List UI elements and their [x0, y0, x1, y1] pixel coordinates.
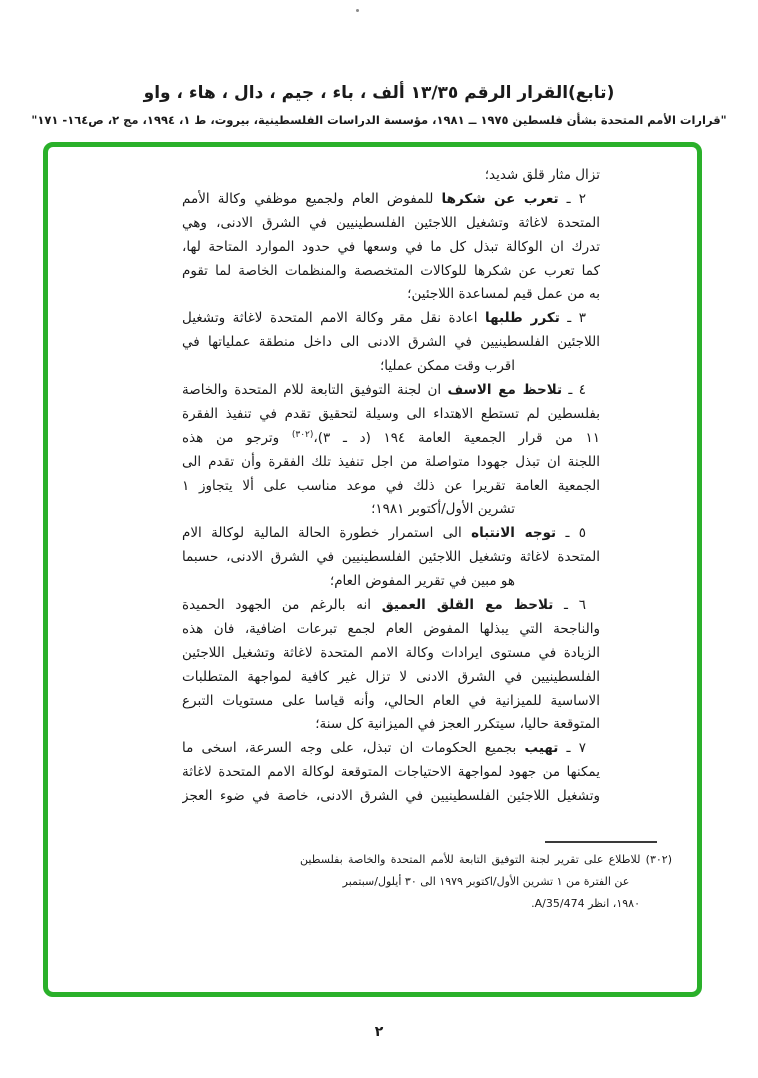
text-run: بجميع الحكومات ان تبذل، على وجه السرعة، اسخى ما	[182, 740, 525, 757]
body-line	[182, 164, 600, 188]
body-line	[182, 260, 600, 284]
text-run: كما تعرب عن شكرها للوكالات المتخصصة والمنظمات الخاصة لما تقوم	[182, 262, 600, 279]
source-citation: "قرارات الأمم المتحدة بشأن فلسطين ١٩٧٥ ــ ١٩٨١، مؤسسة الدراسات الفلسطينية، بيروت، ط ١، ١٩٩٤، مج ٢، ص١٦٤- ١٧١"	[31, 113, 727, 127]
body-line	[182, 236, 600, 260]
text-run: انه بالرغم من الجهود الحميدة	[182, 597, 382, 614]
body-line	[182, 618, 600, 642]
body-line	[182, 522, 600, 546]
text-run: الفلسطينيين في الشرق الادنى لا تزال غير كافية لمواجهة المتطلبات	[182, 668, 600, 685]
body-line	[182, 594, 600, 618]
text-run: ١١ من قرار الجمعية العامة ١٩٤ (د ـ ٣)،	[313, 429, 600, 446]
body-line	[182, 475, 600, 499]
text-run: اللاجئين الفلسطينيين في الشرق الادنى الى داخل منطقة عملياتها في	[182, 334, 600, 351]
body-line	[182, 427, 600, 451]
body-line	[182, 379, 600, 403]
body-line	[182, 546, 600, 570]
bold-phrase: توجه الانتباه	[471, 525, 557, 542]
text-run: هو مبين في تقرير المفوض العام؛	[329, 573, 515, 590]
body-line	[182, 451, 600, 475]
text-run: الى استمرار خطورة الحالة المالية لوكالة الام	[182, 525, 472, 542]
body-line	[182, 355, 600, 379]
body-line	[182, 642, 600, 666]
text-run: المتحدة لاغاثة وتشغيل اللاجئين الفلسطينيين في الشرق الادنى، وهي	[182, 214, 600, 231]
text-run: ٧ ـ	[558, 740, 586, 757]
body-line	[182, 713, 600, 737]
body-line	[182, 403, 600, 427]
body-line	[182, 761, 600, 785]
text-run: عن الفترة من ١ تشرين الأول/اكتوبر ١٩٧٩ الى ٣٠ أيلول/سبتمبر	[342, 875, 630, 888]
text-run: ٦ ـ	[553, 597, 587, 614]
body-line	[182, 785, 600, 809]
text-run: تزال مثار قلق شديد؛	[484, 167, 600, 183]
footnote	[300, 849, 672, 915]
text-run: تدرك ان الوكالة تبذل كل ما في وسعها في حدود الموارد المتاحة لها،	[182, 238, 600, 255]
text-run: اعادة نقل مقر وكالة الامم المتحدة لاغاثة وتشغيل	[182, 310, 486, 327]
footnote-line	[300, 871, 672, 893]
text-run: ٣ ـ	[559, 310, 587, 327]
text-run: الزيادة في مستوى ايرادات وكالة الامم المتحدة لاغاثة وتشغيل اللاجئين	[182, 644, 600, 661]
text-run: والناجحة التي يبذلها المفوض العام لجمع تبرعات اضافية، فان هذه	[182, 620, 600, 637]
text-run: ان لجنة التوفيق التابعة للام المتحدة والخاصة	[182, 382, 448, 399]
text-run: (٣٠٢) للاطلاع على تقرير لجنة التوفيق التابعة للأمم المتحدة والخاصة بفلسطين	[300, 853, 672, 866]
body-line	[182, 188, 600, 212]
text-run: ٥ ـ	[556, 525, 586, 542]
text-run: المتحدة لاغاثة وتشغيل اللاجئين الفلسطينيين في الشرق الادنى، حسبما	[182, 549, 600, 566]
body-line	[182, 307, 600, 331]
text-run: وتشغيل اللاجئين الفلسطينيين في الشرق الادنى، خاصة في ضوء العجز	[182, 788, 600, 805]
footnote-line	[300, 849, 672, 871]
text-run: المتوقعة حاليا، سيتكرر العجز في الميزانية كل سنة؛	[315, 716, 600, 733]
text-run: ١٩٨٠، انظر A/35/474.	[531, 897, 640, 910]
text-run: اللجنة ان تبذل جهودا متواصلة من اجل تنفيذ تلك الفقرة وأن تقدم الى	[182, 453, 600, 470]
text-run: بفلسطين لم تستطع الاهتداء الى وسيلة لتحقيق تقدم في تنفيذ الفقرة	[182, 405, 600, 422]
resolution-title: (تابع)القرار الرقم ١٣/٣٥ ألف ، باء ، جيم ، دال ، هاء ، واو	[143, 83, 615, 103]
body-line	[182, 498, 600, 522]
text-run: اقرب وقت ممكن عمليا؛	[379, 358, 515, 375]
footnote-marker: (٣٠٢)	[291, 429, 314, 440]
body-line	[182, 283, 600, 307]
body-line	[182, 331, 600, 355]
text-run: تشرين الأول/أكتوبر ١٩٨١؛	[371, 501, 515, 518]
body-text	[182, 164, 600, 809]
body-line	[182, 737, 600, 761]
body-line	[182, 690, 600, 714]
bold-phrase: تلاحظ مع القلق العميق	[381, 597, 554, 614]
body-line	[182, 212, 600, 236]
text-run: الاساسية للميزانية في العام الحالي، وأنه قياسا على مستويات التبرع	[182, 692, 600, 709]
bold-phrase: تهيب	[524, 740, 559, 757]
text-run: به من عمل قيم لمساعدة اللاجئين؛	[407, 286, 600, 303]
text-run: الجمعية العامة تقريرا عن ذلك في موعد مناسب على ألا يتجاوز ١	[182, 477, 600, 494]
bold-phrase: تلاحظ مع الاسف	[447, 382, 563, 399]
page-number: ٢	[374, 1024, 384, 1040]
body-line	[182, 570, 600, 594]
text-run: للمفوض العام ولجميع موظفي وكالة الأمم	[182, 190, 442, 207]
scan-artifact-dot	[356, 9, 359, 12]
text-run: ٢ ـ	[558, 190, 586, 207]
text-run: يمكنها من جهود لمواجهة الاحتياجات المتوقعة لوكالة الامم المتحدة لاغاثة	[182, 764, 600, 781]
bold-phrase: تعرب عن شكرها	[441, 190, 559, 207]
text-run: وترجو من هذه	[182, 429, 292, 446]
footnote-line	[300, 893, 672, 915]
footnote-separator-line	[545, 841, 657, 843]
body-line	[182, 666, 600, 690]
bold-phrase: تكرر طلبها	[485, 310, 560, 327]
text-run: ٤ ـ	[562, 382, 586, 399]
